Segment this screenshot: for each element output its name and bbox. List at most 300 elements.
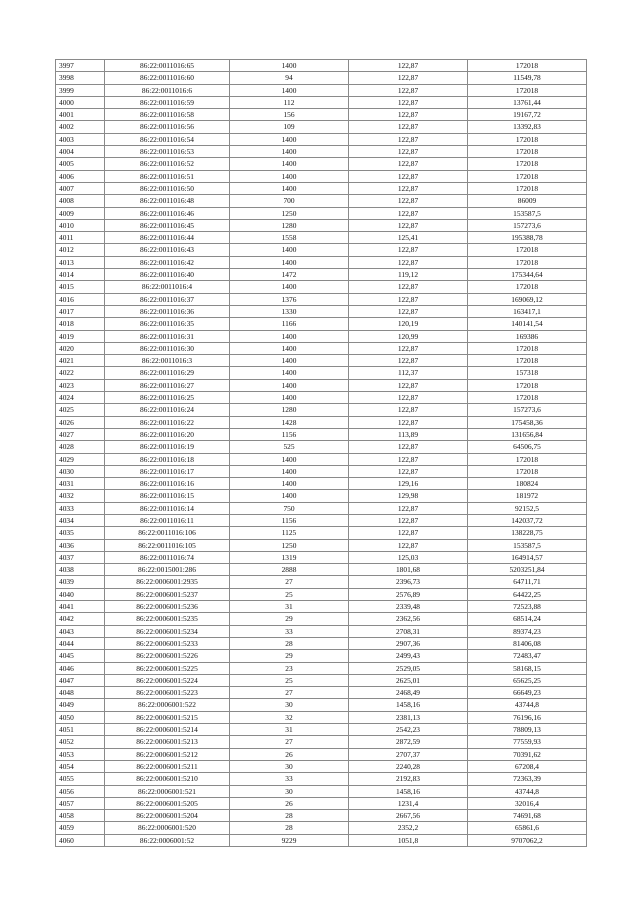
cadastral-value-cell: 163417,1 (468, 305, 587, 317)
row-number-cell: 4042 (56, 613, 105, 625)
row-number-cell: 4032 (56, 490, 105, 502)
table-row (56, 588, 587, 600)
row-number-cell: 4012 (56, 244, 105, 256)
cadastral-number-cell: 86:22:0006001:5210 (105, 773, 230, 785)
cadastral-value-cell: 70391,62 (468, 748, 587, 760)
cadastral-number-cell: 86:22:0006001:5237 (105, 588, 230, 600)
table-row (56, 502, 587, 514)
cadastral-value-cell: 78809,13 (468, 724, 587, 736)
row-number-cell: 4017 (56, 305, 105, 317)
unit-price-cell: 129,98 (349, 490, 468, 502)
table-row (56, 109, 587, 121)
area-cell: 1400 (230, 330, 349, 342)
cadastral-value-cell: 169069,12 (468, 293, 587, 305)
row-number-cell: 4052 (56, 736, 105, 748)
cadastral-number-cell: 86:22:0006001:5205 (105, 797, 230, 809)
cadastral-number-cell: 86:22:0011016:16 (105, 478, 230, 490)
cadastral-number-cell: 86:22:0011016:37 (105, 293, 230, 305)
unit-price-cell: 122,87 (349, 219, 468, 231)
row-number-cell: 4026 (56, 416, 105, 428)
cadastral-number-cell: 86:22:0011016:24 (105, 404, 230, 416)
table-row (56, 711, 587, 723)
row-number-cell: 4045 (56, 650, 105, 662)
cadastral-number-cell: 86:22:0011016:20 (105, 428, 230, 440)
row-number-cell: 4034 (56, 514, 105, 526)
table-row (56, 207, 587, 219)
table-row (56, 158, 587, 170)
unit-price-cell: 122,87 (349, 527, 468, 539)
unit-price-cell: 1051,8 (349, 834, 468, 846)
cadastral-number-cell: 86:22:0011016:65 (105, 60, 230, 72)
unit-price-cell: 125,03 (349, 551, 468, 563)
cadastral-number-cell: 86:22:0006001:2935 (105, 576, 230, 588)
cadastral-value-cell: 74691,68 (468, 810, 587, 822)
row-number-cell: 4033 (56, 502, 105, 514)
row-number-cell: 3998 (56, 72, 105, 84)
cadastral-number-cell: 86:22:0011016:35 (105, 318, 230, 330)
table-row (56, 539, 587, 551)
unit-price-cell: 1801,68 (349, 564, 468, 576)
cadastral-number-cell: 86:22:0011016:4 (105, 281, 230, 293)
table-row (56, 170, 587, 182)
row-number-cell: 4005 (56, 158, 105, 170)
unit-price-cell: 122,87 (349, 109, 468, 121)
unit-price-cell: 2542,23 (349, 724, 468, 736)
cadastral-value-cell: 58168,15 (468, 662, 587, 674)
cadastral-value-cell: 9707062,2 (468, 834, 587, 846)
area-cell: 1250 (230, 539, 349, 551)
table-row (56, 514, 587, 526)
area-cell: 1400 (230, 490, 349, 502)
table-row (56, 244, 587, 256)
cadastral-number-cell: 86:22:0011016:50 (105, 182, 230, 194)
cadastral-value-cell: 175344,64 (468, 269, 587, 281)
cadastral-number-cell: 86:22:0011016:40 (105, 269, 230, 281)
table-row (56, 84, 587, 96)
area-cell: 33 (230, 773, 349, 785)
area-cell: 31 (230, 724, 349, 736)
row-number-cell: 4002 (56, 121, 105, 133)
cadastral-value-cell: 172018 (468, 60, 587, 72)
unit-price-cell: 112,37 (349, 367, 468, 379)
cadastral-number-cell: 86:22:0006001:5214 (105, 724, 230, 736)
unit-price-cell: 2352,2 (349, 822, 468, 834)
row-number-cell: 4036 (56, 539, 105, 551)
row-number-cell: 4015 (56, 281, 105, 293)
cadastral-value-cell: 89374,23 (468, 625, 587, 637)
cadastral-value-cell: 64422,25 (468, 588, 587, 600)
unit-price-cell: 122,87 (349, 182, 468, 194)
unit-price-cell: 2667,56 (349, 810, 468, 822)
table-row (56, 96, 587, 108)
table-row (56, 564, 587, 576)
area-cell: 1400 (230, 281, 349, 293)
table-row (56, 453, 587, 465)
row-number-cell: 4056 (56, 785, 105, 797)
cadastral-number-cell: 86:22:0006001:5234 (105, 625, 230, 637)
area-cell: 30 (230, 699, 349, 711)
area-cell: 1400 (230, 182, 349, 194)
unit-price-cell: 122,87 (349, 158, 468, 170)
area-cell: 1428 (230, 416, 349, 428)
area-cell: 525 (230, 441, 349, 453)
table-row (56, 269, 587, 281)
cadastral-value-cell: 172018 (468, 392, 587, 404)
table-row (56, 736, 587, 748)
area-cell: 1400 (230, 60, 349, 72)
table-row (56, 785, 587, 797)
cadastral-value-cell: 138228,75 (468, 527, 587, 539)
area-cell: 1125 (230, 527, 349, 539)
unit-price-cell: 122,87 (349, 170, 468, 182)
area-cell: 1400 (230, 355, 349, 367)
table-row (56, 724, 587, 736)
area-cell: 27 (230, 736, 349, 748)
cadastral-number-cell: 86:22:0011016:31 (105, 330, 230, 342)
unit-price-cell: 122,87 (349, 514, 468, 526)
area-cell: 94 (230, 72, 349, 84)
area-cell: 1400 (230, 478, 349, 490)
unit-price-cell: 122,87 (349, 133, 468, 145)
cadastral-value-cell: 64506,75 (468, 441, 587, 453)
row-number-cell: 4053 (56, 748, 105, 760)
cadastral-number-cell: 86:22:0011016:74 (105, 551, 230, 563)
area-cell: 1400 (230, 392, 349, 404)
table-row (56, 613, 587, 625)
cadastral-value-cell: 66649,23 (468, 687, 587, 699)
row-number-cell: 3997 (56, 60, 105, 72)
cadastral-value-cell: 164914,57 (468, 551, 587, 563)
area-cell: 1376 (230, 293, 349, 305)
unit-price-cell: 125,41 (349, 232, 468, 244)
unit-price-cell: 122,87 (349, 146, 468, 158)
unit-price-cell: 122,87 (349, 121, 468, 133)
unit-price-cell: 122,87 (349, 392, 468, 404)
cadastral-number-cell: 86:22:0011016:51 (105, 170, 230, 182)
area-cell: 112 (230, 96, 349, 108)
cadastral-value-cell: 92152,5 (468, 502, 587, 514)
unit-price-cell: 2362,56 (349, 613, 468, 625)
row-number-cell: 4059 (56, 822, 105, 834)
area-cell: 29 (230, 613, 349, 625)
area-cell: 1400 (230, 367, 349, 379)
cadastral-number-cell: 86:22:0011016:19 (105, 441, 230, 453)
area-cell: 1400 (230, 379, 349, 391)
table-row (56, 133, 587, 145)
unit-price-cell: 113,89 (349, 428, 468, 440)
unit-price-cell: 129,16 (349, 478, 468, 490)
unit-price-cell: 122,87 (349, 207, 468, 219)
unit-price-cell: 2396,73 (349, 576, 468, 588)
cadastral-value-cell: 175458,36 (468, 416, 587, 428)
row-number-cell: 4037 (56, 551, 105, 563)
cadastral-value-cell: 65625,25 (468, 674, 587, 686)
cadastral-value-cell: 76196,16 (468, 711, 587, 723)
unit-price-cell: 122,87 (349, 539, 468, 551)
area-cell: 28 (230, 637, 349, 649)
row-number-cell: 4006 (56, 170, 105, 182)
row-number-cell: 4009 (56, 207, 105, 219)
area-cell: 109 (230, 121, 349, 133)
table-row (56, 465, 587, 477)
unit-price-cell: 122,87 (349, 72, 468, 84)
cadastral-value-cell: 172018 (468, 170, 587, 182)
row-number-cell: 4058 (56, 810, 105, 822)
area-cell: 33 (230, 625, 349, 637)
cadastral-number-cell: 86:22:0011016:105 (105, 539, 230, 551)
area-cell: 1156 (230, 428, 349, 440)
area-cell: 31 (230, 601, 349, 613)
cadastral-number-cell: 86:22:0006001:5215 (105, 711, 230, 723)
cadastral-value-cell: 195388,78 (468, 232, 587, 244)
area-cell: 1319 (230, 551, 349, 563)
row-number-cell: 4028 (56, 441, 105, 453)
table-row (56, 367, 587, 379)
cadastral-number-cell: 86:22:0011016:45 (105, 219, 230, 231)
cadastral-number-cell: 86:22:0011016:25 (105, 392, 230, 404)
row-number-cell: 4031 (56, 478, 105, 490)
table-row (56, 699, 587, 711)
table-row (56, 281, 587, 293)
area-cell: 1400 (230, 170, 349, 182)
table-row (56, 392, 587, 404)
unit-price-cell: 122,87 (349, 465, 468, 477)
unit-price-cell: 122,87 (349, 355, 468, 367)
row-number-cell: 4040 (56, 588, 105, 600)
unit-price-cell: 122,87 (349, 281, 468, 293)
row-number-cell: 4041 (56, 601, 105, 613)
cadastral-value-cell: 5203251,84 (468, 564, 587, 576)
area-cell: 1250 (230, 207, 349, 219)
table-row (56, 342, 587, 354)
cadastral-value-cell: 64711,71 (468, 576, 587, 588)
row-number-cell: 4051 (56, 724, 105, 736)
cadastral-number-cell: 86:22:0011016:60 (105, 72, 230, 84)
row-number-cell: 4021 (56, 355, 105, 367)
area-cell: 1400 (230, 133, 349, 145)
table-row (56, 748, 587, 760)
row-number-cell: 4007 (56, 182, 105, 194)
unit-price-cell: 2381,13 (349, 711, 468, 723)
cadastral-value-cell: 172018 (468, 146, 587, 158)
row-number-cell: 4013 (56, 256, 105, 268)
cadastral-value-cell: 172018 (468, 182, 587, 194)
row-number-cell: 4057 (56, 797, 105, 809)
row-number-cell: 4014 (56, 269, 105, 281)
cadastral-value-cell: 157273,6 (468, 404, 587, 416)
table-row (56, 478, 587, 490)
cadastral-value-cell: 172018 (468, 453, 587, 465)
cadastral-value-cell: 43744,8 (468, 699, 587, 711)
cadastral-value-cell: 11549,78 (468, 72, 587, 84)
row-number-cell: 4035 (56, 527, 105, 539)
area-cell: 25 (230, 588, 349, 600)
row-number-cell: 4048 (56, 687, 105, 699)
area-cell: 27 (230, 576, 349, 588)
row-number-cell: 4030 (56, 465, 105, 477)
unit-price-cell: 2468,49 (349, 687, 468, 699)
row-number-cell: 4047 (56, 674, 105, 686)
unit-price-cell: 122,87 (349, 502, 468, 514)
cadastral-number-cell: 86:22:0006001:52 (105, 834, 230, 846)
cadastral-number-cell: 86:22:0011016:30 (105, 342, 230, 354)
cadastral-value-cell: 72483,47 (468, 650, 587, 662)
cadastral-value-cell: 153587,5 (468, 207, 587, 219)
cadastral-number-cell: 86:22:0006001:520 (105, 822, 230, 834)
cadastral-value-cell: 19167,72 (468, 109, 587, 121)
table-row (56, 404, 587, 416)
table-body (56, 60, 587, 847)
unit-price-cell: 119,12 (349, 269, 468, 281)
cadastral-value-cell: 65861,6 (468, 822, 587, 834)
row-number-cell: 4020 (56, 342, 105, 354)
cadastral-number-cell: 86:22:0011016:52 (105, 158, 230, 170)
row-number-cell: 4024 (56, 392, 105, 404)
cadastral-number-cell: 86:22:0006001:5233 (105, 637, 230, 649)
cadastral-value-cell: 67208,4 (468, 760, 587, 772)
area-cell: 1400 (230, 84, 349, 96)
cadastral-value-cell: 43744,8 (468, 785, 587, 797)
unit-price-cell: 2708,31 (349, 625, 468, 637)
unit-price-cell: 2529,05 (349, 662, 468, 674)
table-row (56, 256, 587, 268)
row-number-cell: 4001 (56, 109, 105, 121)
row-number-cell: 4044 (56, 637, 105, 649)
area-cell: 1280 (230, 404, 349, 416)
table-row (56, 441, 587, 453)
area-cell: 26 (230, 748, 349, 760)
cadastral-value-cell: 169386 (468, 330, 587, 342)
unit-price-cell: 1231,4 (349, 797, 468, 809)
table-row (56, 650, 587, 662)
area-cell: 1400 (230, 244, 349, 256)
unit-price-cell: 122,87 (349, 256, 468, 268)
cadastral-number-cell: 86:22:0011016:17 (105, 465, 230, 477)
unit-price-cell: 122,87 (349, 441, 468, 453)
cadastral-value-cell: 72523,88 (468, 601, 587, 613)
area-cell: 1280 (230, 219, 349, 231)
cadastral-number-cell: 86:22:0011016:48 (105, 195, 230, 207)
cadastral-value-cell: 172018 (468, 355, 587, 367)
table-row (56, 416, 587, 428)
row-number-cell: 4018 (56, 318, 105, 330)
table-row (56, 625, 587, 637)
cadastral-value-cell: 131656,84 (468, 428, 587, 440)
table-row (56, 797, 587, 809)
area-cell: 1400 (230, 342, 349, 354)
cadastral-value-cell: 172018 (468, 465, 587, 477)
table-row (56, 379, 587, 391)
row-number-cell: 4022 (56, 367, 105, 379)
cadastral-number-cell: 86:22:0011016:6 (105, 84, 230, 96)
cadastral-number-cell: 86:22:0011016:54 (105, 133, 230, 145)
cadastral-number-cell: 86:22:0011016:42 (105, 256, 230, 268)
table-row (56, 822, 587, 834)
row-number-cell: 4039 (56, 576, 105, 588)
table-row (56, 182, 587, 194)
area-cell: 1558 (230, 232, 349, 244)
unit-price-cell: 1458,16 (349, 785, 468, 797)
unit-price-cell: 122,87 (349, 416, 468, 428)
cadastral-value-cell: 180824 (468, 478, 587, 490)
area-cell: 156 (230, 109, 349, 121)
cadastral-value-cell: 153587,5 (468, 539, 587, 551)
cadastral-value-cell: 172018 (468, 379, 587, 391)
cadastral-number-cell: 86:22:0011016:11 (105, 514, 230, 526)
area-cell: 26 (230, 797, 349, 809)
table-row (56, 551, 587, 563)
area-cell: 1330 (230, 305, 349, 317)
cadastral-value-cell: 86009 (468, 195, 587, 207)
area-cell: 1400 (230, 158, 349, 170)
table-row (56, 293, 587, 305)
table-row (56, 527, 587, 539)
unit-price-cell: 122,87 (349, 293, 468, 305)
area-cell: 2888 (230, 564, 349, 576)
unit-price-cell: 122,87 (349, 244, 468, 256)
unit-price-cell: 122,87 (349, 404, 468, 416)
cadastral-number-cell: 86:22:0006001:521 (105, 785, 230, 797)
cadastral-value-cell: 72363,39 (468, 773, 587, 785)
row-number-cell: 4008 (56, 195, 105, 207)
cadastral-number-cell: 86:22:0011016:56 (105, 121, 230, 133)
row-number-cell: 4011 (56, 232, 105, 244)
area-cell: 1156 (230, 514, 349, 526)
unit-price-cell: 2339,48 (349, 601, 468, 613)
cadastral-value-cell: 157318 (468, 367, 587, 379)
unit-price-cell: 122,87 (349, 84, 468, 96)
cadastral-number-cell: 86:22:0011016:3 (105, 355, 230, 367)
table-row (56, 576, 587, 588)
cadastral-value-cell: 172018 (468, 158, 587, 170)
cadastral-number-cell: 86:22:0011016:58 (105, 109, 230, 121)
cadastral-value-cell: 13761,44 (468, 96, 587, 108)
unit-price-cell: 122,87 (349, 305, 468, 317)
area-cell: 1400 (230, 465, 349, 477)
cadastral-number-cell: 86:22:0006001:5236 (105, 601, 230, 613)
table-row (56, 355, 587, 367)
table-row (56, 146, 587, 158)
table-row (56, 305, 587, 317)
row-number-cell: 4025 (56, 404, 105, 416)
cadastral-value-cell: 172018 (468, 84, 587, 96)
cadastral-number-cell: 86:22:0011016:15 (105, 490, 230, 502)
area-cell: 1400 (230, 256, 349, 268)
cadastral-number-cell: 86:22:0011016:14 (105, 502, 230, 514)
row-number-cell: 4023 (56, 379, 105, 391)
cadastral-number-cell: 86:22:0011016:59 (105, 96, 230, 108)
table-row (56, 687, 587, 699)
row-number-cell: 4038 (56, 564, 105, 576)
cadastral-number-cell: 86:22:0006001:5213 (105, 736, 230, 748)
unit-price-cell: 122,87 (349, 60, 468, 72)
table-row (56, 232, 587, 244)
unit-price-cell: 2907,36 (349, 637, 468, 649)
cadastral-value-cell: 172018 (468, 342, 587, 354)
cadastral-value-cell: 172018 (468, 244, 587, 256)
area-cell: 9229 (230, 834, 349, 846)
unit-price-cell: 2707,37 (349, 748, 468, 760)
row-number-cell: 4004 (56, 146, 105, 158)
unit-price-cell: 2499,43 (349, 650, 468, 662)
unit-price-cell: 2625,01 (349, 674, 468, 686)
cadastral-number-cell: 86:22:0006001:5223 (105, 687, 230, 699)
area-cell: 27 (230, 687, 349, 699)
table-row (56, 428, 587, 440)
row-number-cell: 4019 (56, 330, 105, 342)
unit-price-cell: 1458,16 (349, 699, 468, 711)
cadastral-number-cell: 86:22:0015001:286 (105, 564, 230, 576)
